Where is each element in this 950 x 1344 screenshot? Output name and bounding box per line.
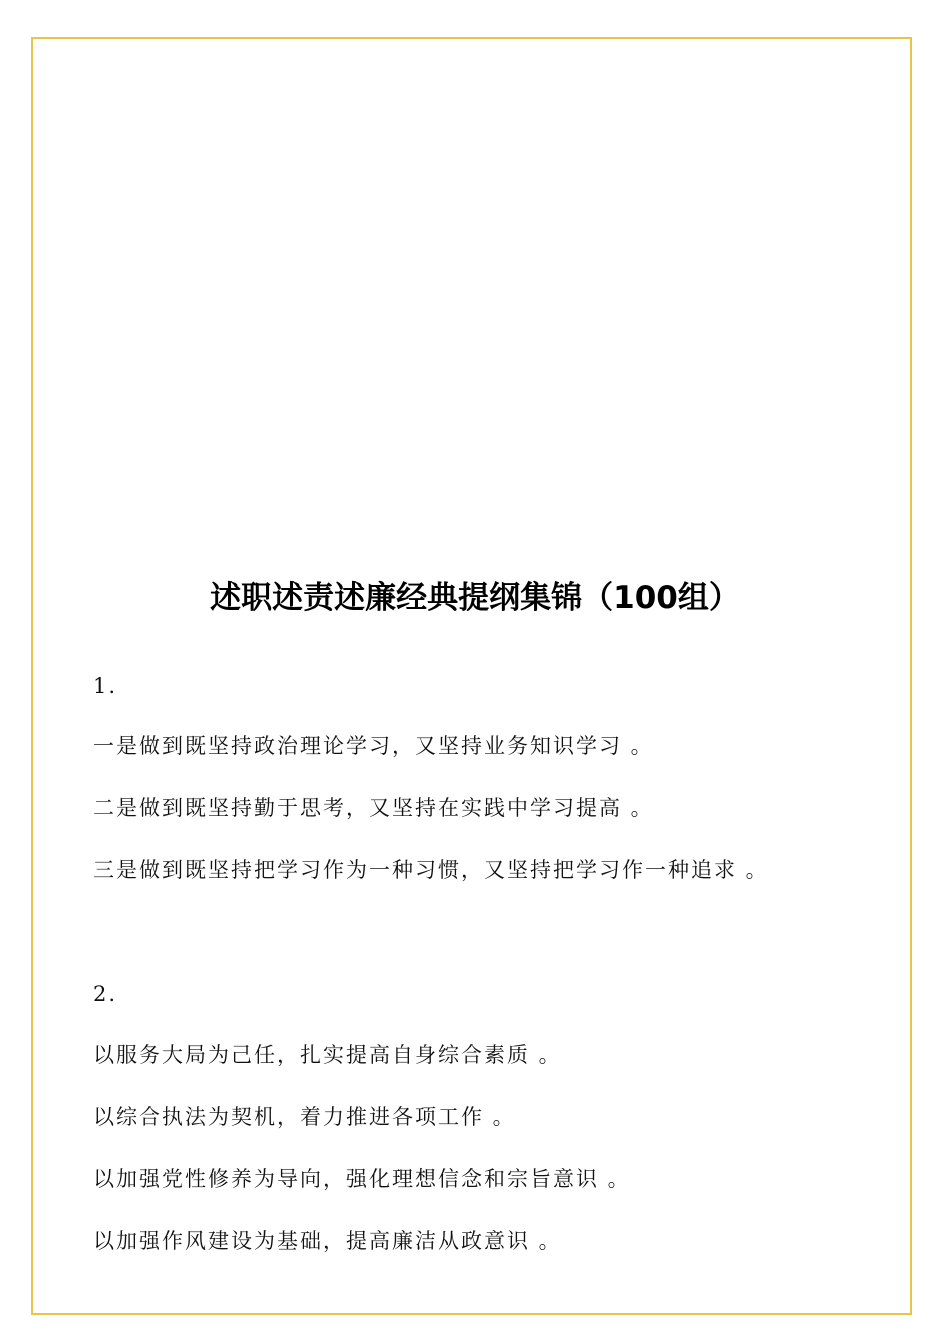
section-2-line-3: 以加强党性修养为导向，强化理想信念和宗旨意识 。 — [93, 1167, 631, 1191]
section-1-line-1: 一是做到既坚持政治理论学习，又坚持业务知识学习 。 — [93, 734, 654, 758]
section-number-1: 1. — [93, 674, 118, 698]
section-2-line-2: 以综合执法为契机，着力推进各项工作 。 — [93, 1105, 516, 1129]
section-2-line-1: 以服务大局为己任，扎实提高自身综合素质 。 — [93, 1043, 562, 1067]
section-1-line-2: 二是做到既坚持勤于思考，又坚持在实践中学习提高 。 — [93, 796, 654, 820]
document-title: 述职述责述廉经典提纲集锦（100组） — [210, 580, 740, 616]
section-2-line-4: 以加强作风建设为基础，提高廉洁从政意识 。 — [93, 1229, 562, 1253]
section-number-2: 2. — [93, 982, 118, 1006]
section-1-line-3: 三是做到既坚持把学习作为一种习惯，又坚持把学习作一种追求 。 — [93, 858, 769, 882]
